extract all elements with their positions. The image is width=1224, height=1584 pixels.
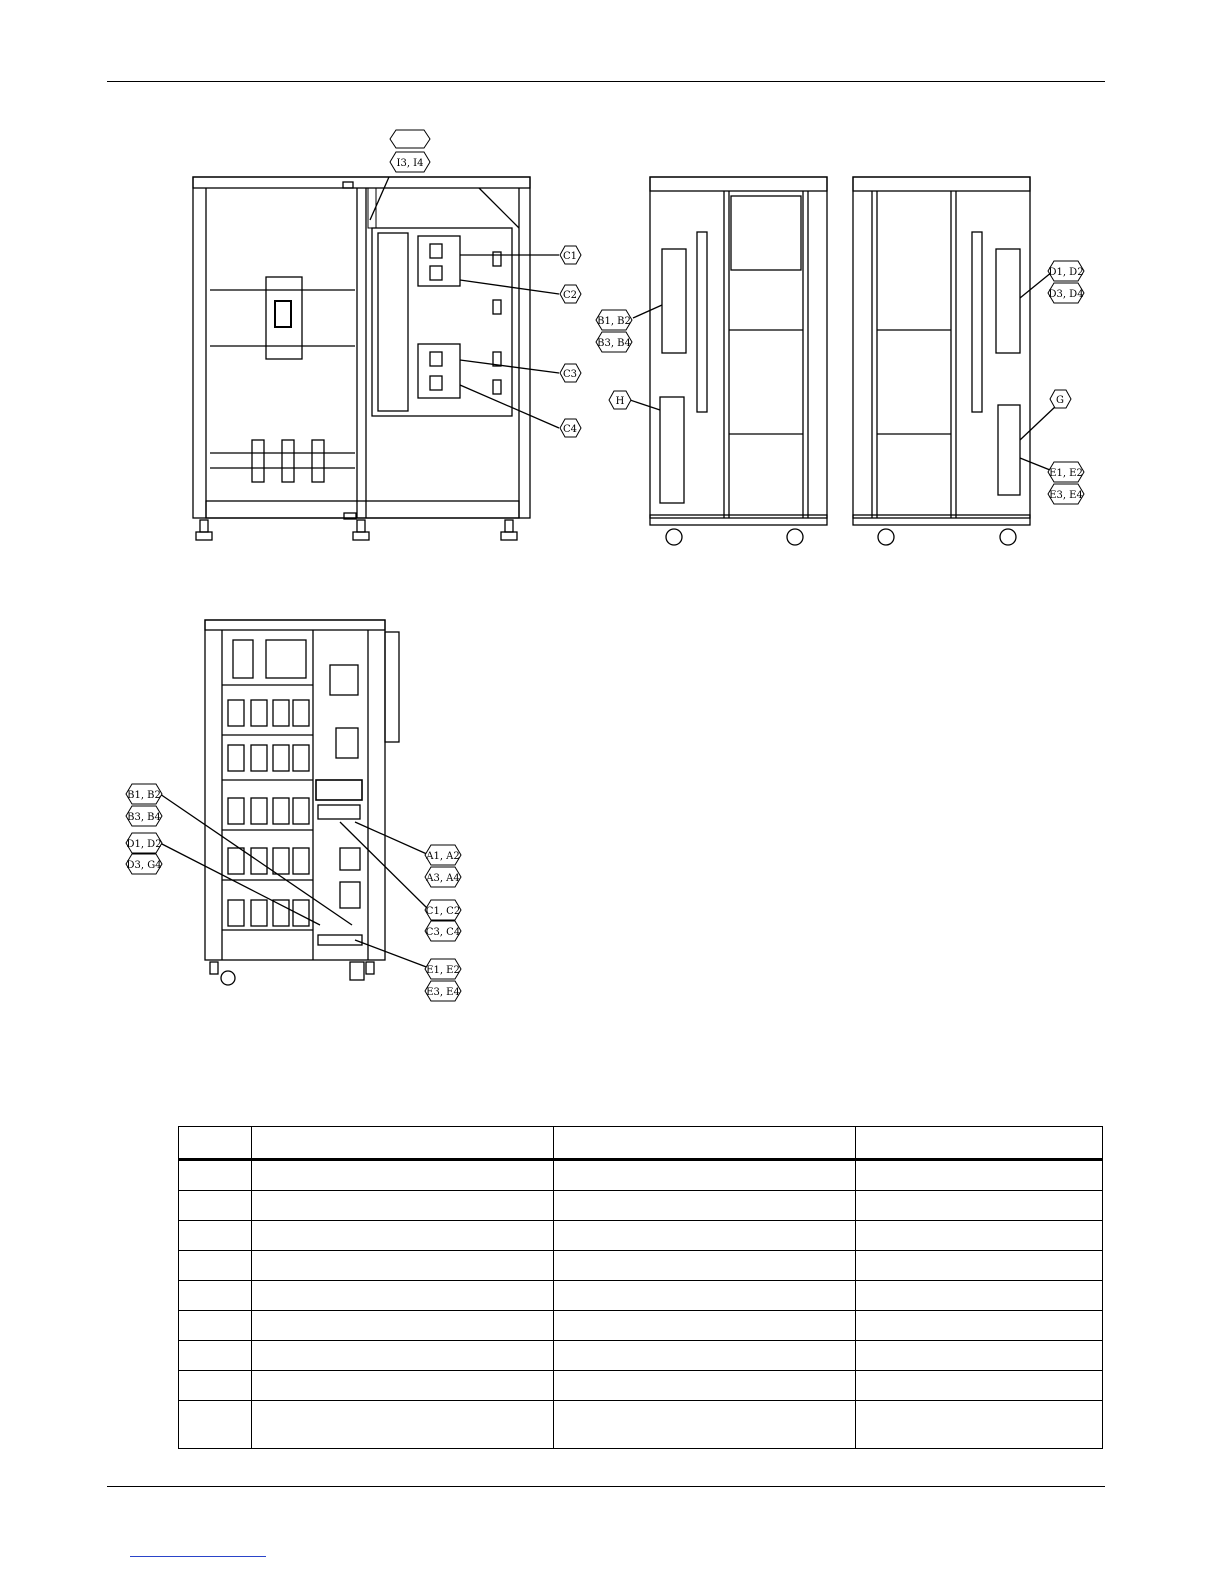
callout-text: B1, B2 bbox=[127, 790, 161, 801]
callout-c2 bbox=[560, 285, 581, 303]
table-cell bbox=[252, 1371, 554, 1401]
table-cell bbox=[554, 1311, 856, 1341]
table-cell bbox=[252, 1281, 554, 1311]
terminal-table bbox=[178, 1126, 1103, 1449]
callout-text: B1, B2 bbox=[597, 316, 631, 327]
callout-text: D3, D4 bbox=[1048, 289, 1084, 300]
table-cell bbox=[179, 1160, 252, 1191]
callout-text: A3, A4 bbox=[426, 873, 460, 884]
callout-blank bbox=[390, 130, 430, 148]
table-cell bbox=[252, 1251, 554, 1281]
table-row bbox=[179, 1251, 1103, 1281]
table-header-row bbox=[179, 1127, 1103, 1160]
table-cell bbox=[856, 1341, 1103, 1371]
table-cell bbox=[554, 1281, 856, 1311]
table-cell bbox=[554, 1191, 856, 1221]
table-cell bbox=[252, 1160, 554, 1191]
callout-text: D1, D2 bbox=[1048, 267, 1084, 278]
side-view-right-cabinet bbox=[853, 177, 1057, 545]
callout-text: H bbox=[615, 396, 625, 407]
footer-link-underline[interactable] bbox=[130, 1556, 266, 1557]
table-cell bbox=[252, 1311, 554, 1341]
callout-text: D1, D2 bbox=[126, 839, 162, 850]
footer-rule bbox=[107, 1486, 1105, 1487]
table-cell bbox=[554, 1221, 856, 1251]
callout-text: B3, B4 bbox=[127, 812, 161, 823]
callout-text: A1, A2 bbox=[426, 851, 460, 862]
table-cell bbox=[856, 1371, 1103, 1401]
table-cell bbox=[179, 1341, 252, 1371]
front-view-cabinet bbox=[193, 177, 559, 540]
table-cell bbox=[179, 1221, 252, 1251]
callout-e3-e4 bbox=[1048, 484, 1084, 504]
callout-text: C1, C2 bbox=[425, 906, 461, 917]
table-header-cell bbox=[856, 1127, 1103, 1160]
table-row bbox=[179, 1311, 1103, 1341]
callout-text: G bbox=[1056, 395, 1064, 406]
table-row bbox=[179, 1371, 1103, 1401]
callout-text: C4 bbox=[562, 424, 578, 435]
callout-text: C3, C4 bbox=[425, 927, 461, 938]
callout-b3-b4-internal bbox=[126, 806, 162, 826]
table-cell bbox=[179, 1401, 252, 1449]
table-cell bbox=[554, 1371, 856, 1401]
table-cell bbox=[179, 1191, 252, 1221]
table-cell bbox=[856, 1311, 1103, 1341]
callout-e3-e4-internal bbox=[425, 981, 461, 1001]
callout-b3-b4 bbox=[596, 332, 632, 352]
table-row bbox=[179, 1281, 1103, 1311]
callout-e1-e2-internal bbox=[425, 959, 461, 979]
callout-h bbox=[609, 391, 631, 409]
callout-text: C3 bbox=[562, 369, 578, 380]
table-cell bbox=[856, 1401, 1103, 1449]
table-cell bbox=[179, 1251, 252, 1281]
table-cell bbox=[252, 1221, 554, 1251]
callout-text: I3, I4 bbox=[396, 158, 424, 169]
callout-text: E3, E4 bbox=[426, 987, 460, 998]
table-row bbox=[179, 1221, 1103, 1251]
table-cell bbox=[554, 1251, 856, 1281]
table-cell bbox=[179, 1371, 252, 1401]
side-view-left-cabinet bbox=[630, 177, 827, 545]
table-row bbox=[179, 1341, 1103, 1371]
callout-b1-b2 bbox=[596, 310, 632, 330]
callout-text: D3, G4 bbox=[126, 860, 162, 871]
callout-b1-b2-internal bbox=[126, 784, 162, 804]
table-cell bbox=[554, 1341, 856, 1371]
callout-d3-d4 bbox=[1048, 283, 1084, 303]
table-cell bbox=[252, 1191, 554, 1221]
internal-view-cabinet bbox=[160, 620, 429, 985]
callout-c1 bbox=[560, 246, 581, 264]
callout-text: E1, E2 bbox=[426, 965, 460, 976]
callout-a1-a2 bbox=[425, 845, 461, 865]
table-header-cell bbox=[554, 1127, 856, 1160]
callout-d1-d2 bbox=[1048, 261, 1084, 281]
callout-a3-a4 bbox=[425, 867, 461, 887]
callout-text: C2 bbox=[562, 290, 578, 301]
table-cell bbox=[179, 1311, 252, 1341]
table-cell bbox=[252, 1341, 554, 1371]
callout-text: E1, E2 bbox=[1049, 468, 1083, 479]
table-header-cell bbox=[179, 1127, 252, 1160]
callout-text: C1 bbox=[562, 251, 578, 262]
callout-d1-d2-internal bbox=[126, 833, 162, 853]
table-header-cell bbox=[252, 1127, 554, 1160]
callout-d3-g4-internal bbox=[126, 854, 162, 874]
table-row bbox=[179, 1401, 1103, 1449]
table-cell bbox=[856, 1191, 1103, 1221]
capacitor-rows bbox=[228, 700, 309, 926]
callout-c3-c4-internal bbox=[425, 921, 461, 941]
table-row bbox=[179, 1160, 1103, 1191]
table-cell bbox=[252, 1401, 554, 1449]
table-cell bbox=[856, 1281, 1103, 1311]
callout-c1-c2-internal bbox=[425, 900, 461, 920]
table-cell bbox=[554, 1160, 856, 1191]
table-cell bbox=[856, 1221, 1103, 1251]
table-cell bbox=[856, 1160, 1103, 1191]
callout-e1-e2 bbox=[1048, 462, 1084, 482]
table-row bbox=[179, 1191, 1103, 1221]
callout-i3-i4 bbox=[390, 152, 430, 172]
callout-g bbox=[1050, 390, 1071, 408]
callout-c3 bbox=[560, 364, 581, 382]
table-cell bbox=[554, 1401, 856, 1449]
callout-text: B3, B4 bbox=[597, 338, 631, 349]
callout-c4 bbox=[560, 419, 581, 437]
table-cell bbox=[856, 1251, 1103, 1281]
callout-text: E3, E4 bbox=[1049, 490, 1083, 501]
table-cell bbox=[179, 1281, 252, 1311]
